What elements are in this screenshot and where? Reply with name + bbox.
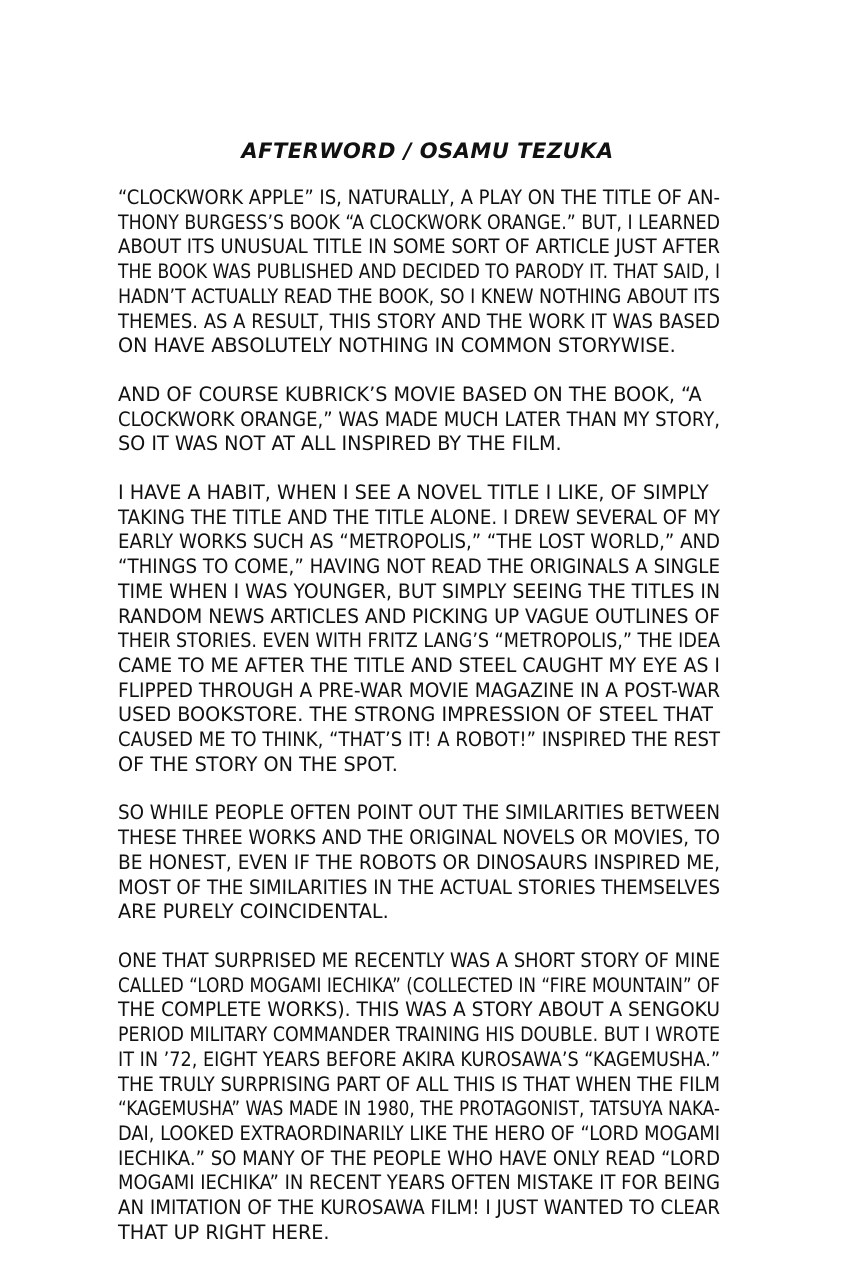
text-line: TAKING THE TITLE AND THE TITLE ALONE. I DREW SEVERAL OF MY bbox=[118, 505, 720, 529]
text-line: THE BOOK WAS PUBLISHED AND DECIDED TO PARODY IT. THAT SAID, I bbox=[118, 260, 720, 284]
text-line: SO IT WAS NOT AT ALL INSPIRED BY THE FILM. bbox=[118, 432, 562, 456]
text-line: AND OF COURSE KUBRICK’S MOVIE BASED ON THE BOOK, “A bbox=[118, 382, 702, 406]
text-line: I HAVE A HABIT, WHEN I SEE A NOVEL TITLE I LIKE, OF SIMPLY bbox=[118, 481, 709, 505]
text-line: CLOCKWORK ORANGE,” WAS MADE MUCH LATER THAN MY STORY, bbox=[118, 407, 720, 431]
text-line: THESE THREE WORKS AND THE ORIGINAL NOVELS OR MOVIES, TO bbox=[118, 826, 720, 850]
text-line: IECHIKA.” SO MANY OF THE PEOPLE WHO HAVE ONLY READ “LORD bbox=[118, 1146, 720, 1170]
text-line: “CLOCKWORK APPLE” IS, NATURALLY, A PLAY ON THE TITLE OF AN- bbox=[118, 186, 720, 209]
text-line: THAT UP RIGHT HERE. bbox=[118, 1220, 330, 1244]
text-line: “KAGEMUSHA” WAS MADE IN 1980, THE PROTAGONIST, TATSUYA NAKA- bbox=[118, 1097, 720, 1121]
text-line: CALLED “LORD MOGAMI IECHIKA” (COLLECTED IN “FIRE MOUNTAIN” OF bbox=[118, 973, 720, 997]
text-line: MOST OF THE SIMILARITIES IN THE ACTUAL STORIES THEMSELVES bbox=[118, 875, 720, 899]
paragraph bbox=[118, 949, 718, 1245]
text-line: CAUSED ME TO THINK, “THAT’S IT! A ROBOT!” INSPIRED THE REST bbox=[118, 728, 720, 752]
text-line: RANDOM NEWS ARTICLES AND PICKING UP VAGUE OUTLINES OF bbox=[118, 604, 720, 628]
text-line: IT IN ’72, EIGHT YEARS BEFORE AKIRA KUROSAWA’S “KAGEMUSHA.” bbox=[118, 1047, 720, 1071]
paragraph bbox=[118, 801, 718, 925]
afterword-body bbox=[118, 186, 718, 1269]
paragraph bbox=[118, 481, 718, 777]
text-line: ABOUT ITS UNUSUAL TITLE IN SOME SORT OF ARTICLE JUST AFTER bbox=[118, 235, 720, 259]
paragraph bbox=[118, 186, 718, 359]
text-line: THONY BURGESS’S BOOK “A CLOCKWORK ORANGE.” BUT, I LEARNED bbox=[118, 210, 720, 234]
text-line: THE TRULY SURPRISING PART OF ALL THIS IS THAT WHEN THE FILM bbox=[118, 1072, 720, 1096]
text-line: BE HONEST, EVEN IF THE ROBOTS OR DINOSAURS INSPIRED ME, bbox=[118, 850, 720, 874]
text-line: “THINGS TO COME,” HAVING NOT READ THE ORIGINALS A SINGLE bbox=[118, 555, 720, 579]
text-line: HADN’T ACTUALLY READ THE BOOK, SO I KNEW NOTHING ABOUT ITS bbox=[118, 284, 720, 308]
text-line: ARE PURELY COINCIDENTAL. bbox=[118, 900, 389, 924]
text-line: MOGAMI IECHIKA” IN RECENT YEARS OFTEN MISTAKE IT FOR BEING bbox=[118, 1171, 720, 1195]
text-line: EARLY WORKS SUCH AS “METROPOLIS,” “THE LOST WORLD,” AND bbox=[118, 530, 720, 554]
text-line: AN IMITATION OF THE KUROSAWA FILM! I JUST WANTED TO CLEAR bbox=[118, 1196, 720, 1220]
text-line: OF THE STORY ON THE SPOT. bbox=[118, 752, 398, 776]
text-line: TIME WHEN I WAS YOUNGER, BUT SIMPLY SEEING THE TITLES IN bbox=[118, 579, 720, 603]
text-line: USED BOOKSTORE. THE STRONG IMPRESSION OF STEEL THAT bbox=[118, 703, 714, 727]
text-line: THE COMPLETE WORKS). THIS WAS A STORY ABOUT A SENGOKU bbox=[118, 998, 720, 1022]
text-line: CAME TO ME AFTER THE TITLE AND STEEL CAUGHT MY EYE AS I bbox=[118, 653, 720, 677]
text-line: FLIPPED THROUGH A PRE-WAR MOVIE MAGAZINE IN A POST-WAR bbox=[118, 678, 720, 702]
text-line: PERIOD MILITARY COMMANDER TRAINING HIS DOUBLE. BUT I WROTE bbox=[118, 1023, 720, 1047]
text-line: ONE THAT SURPRISED ME RECENTLY WAS A SHORT STORY OF MINE bbox=[118, 948, 720, 972]
text-line: ON HAVE ABSOLUTELY NOTHING IN COMMON STORYWISE. bbox=[118, 334, 676, 358]
paragraph bbox=[118, 383, 718, 457]
text-line: DAI, LOOKED EXTRAORDINARILY LIKE THE HERO OF “LORD MOGAMI bbox=[118, 1121, 720, 1145]
text-line: THEMES. AS A RESULT, THIS STORY AND THE WORK IT WAS BASED bbox=[118, 309, 720, 333]
text-line: SO WHILE PEOPLE OFTEN POINT OUT THE SIMILARITIES BETWEEN bbox=[118, 801, 720, 825]
page-title: AFTERWORD / OSAMU TEZUKA bbox=[241, 139, 614, 163]
text-line: THEIR STORIES. EVEN WITH FRITZ LANG’S “METROPOLIS,” THE IDEA bbox=[118, 629, 720, 653]
